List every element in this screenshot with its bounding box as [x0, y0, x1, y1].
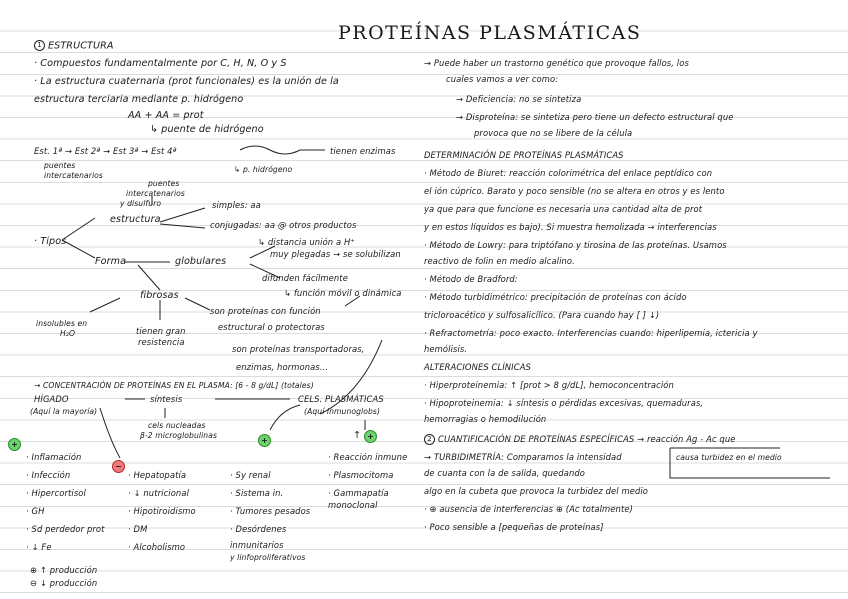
note-line: → Puede haber un trastorno genético que provoque fallos, los	[424, 58, 689, 68]
annotation: y disulfuro	[120, 199, 162, 208]
cause-item: · DM	[128, 524, 148, 534]
increase-arrow: ↑	[353, 430, 362, 441]
legend-decrease: ⊖ ↓ producción	[30, 578, 98, 588]
tree-note: ↳ función móvil o dinámica	[284, 288, 402, 298]
section-title: ESTRUCTURA	[48, 40, 114, 52]
tree-node: Forma	[95, 256, 127, 267]
structure-chain: Est. 1ª → Est 2ª → Est 3ª → Est 4ª	[34, 146, 177, 156]
cause-item: · Reacción inmune	[328, 452, 408, 462]
note-line: · Método de Lowry: para triptófano y tirosina de las proteínas. Usamos	[424, 240, 727, 250]
tree-root: · Tipos	[34, 236, 67, 247]
annotation: intercatenarios	[126, 189, 185, 198]
cause-item: · Alcoholismo	[128, 542, 186, 552]
section-title: CUANTIFICACIÓN DE PROTEÍNAS ESPECÍFICAS → reacción Ag - Ac que	[438, 434, 736, 444]
note-line: · Refractometría: poco exacto. Interferencias cuando: hiperlipemia, ictericia y	[424, 328, 758, 338]
section-number-badge: 2	[424, 434, 435, 445]
formula: AA + AA = prot	[128, 110, 204, 121]
note-line: · Método de Bradford:	[424, 274, 518, 284]
note-line: algo en la cubeta que provoca la turbidez del medio	[424, 486, 649, 496]
cause-item: · Hepatopatía	[128, 470, 187, 480]
note-line: cuales vamos a ver como:	[446, 74, 559, 84]
plus-marker: +	[364, 430, 377, 443]
section-2-heading	[424, 434, 735, 445]
tree-node: simples: aa	[212, 200, 261, 210]
subsection-heading: DETERMINACIÓN DE PROTEÍNAS PLASMÁTICAS	[424, 150, 624, 160]
cause-item: inmunitarios	[230, 540, 284, 550]
cause-item: · Desórdenes	[230, 524, 287, 534]
cause-item: y linfoproliferativos	[230, 553, 306, 562]
plus-marker: +	[258, 434, 271, 447]
note-line: reactivo de folin en medio alcalino.	[424, 256, 575, 266]
note-line: provoca que no se libere de la célula	[474, 128, 633, 138]
annotation: ↳ p. hidrógeno	[234, 165, 293, 174]
minus-marker: −	[112, 460, 125, 473]
subsection-heading: ALTERACIONES CLÍNICAS	[424, 362, 531, 372]
note-line: · Poco sensible a [pequeñas de proteínas]	[424, 522, 604, 532]
note-line: → Deficiencia: no se sintetiza	[456, 94, 582, 104]
tree-node: estructura	[110, 214, 161, 225]
structure-note: tienen enzimas	[330, 146, 396, 156]
cause-item: · Sy renal	[230, 470, 271, 480]
note-line: · Hipoproteinemia: ↓ síntesis o pérdidas excesivas, quemaduras,	[424, 398, 704, 408]
cause-item: · Sd perdedor prot	[26, 524, 105, 534]
note-line: · La estructura cuaternaria (prot funcionales) es la unión de la	[34, 76, 339, 87]
cause-item: · ↓ Fe	[26, 542, 52, 552]
note-line: el ión cúprico. Barato y poco sensible (no se altera en otros y es lento	[424, 186, 725, 196]
note-line: estructura terciaria mediante p. hidrógeno	[34, 94, 244, 105]
concentration-line: → CONCENTRACIÓN DE PROTEÍNAS EN EL PLASMA: [6 - 8 g/dL] (totales)	[34, 381, 314, 390]
tree-node: conjugadas: aa @ otros productos	[210, 220, 357, 230]
tree-node: globulares	[175, 256, 227, 267]
note-line: → Disproteína: se sintetiza pero tiene un defecto estructural que	[456, 112, 734, 122]
note-line: → TURBIDIMETRÍA: Comparamos la intensidad	[424, 452, 622, 462]
boxed-note: causa turbidez en el medio	[676, 453, 782, 462]
source-plasma-cells: CELS. PLASMÁTICAS	[298, 394, 384, 404]
note-line: · Compuestos fundamentalmente por C, H, N, O y S	[34, 58, 287, 69]
tree-note: estructural o protectoras	[218, 322, 325, 332]
cause-item: · Inflamación	[26, 452, 82, 462]
note-line: · Hiperproteinemia: ↑ [prot > 8 g/dL], hemoconcentración	[424, 380, 674, 390]
tree-note: ↳ distancia unión a H⁺	[258, 237, 355, 247]
note-line: tricloroacético y sulfosalicílico. (Para cuando hay [ ] ↓)	[424, 310, 660, 320]
note-line: · Método de Biuret: reacción colorimétrica del enlace peptídico con	[424, 168, 713, 178]
annotation: puentes	[148, 179, 180, 188]
tree-note: enzimas, hormonas...	[236, 362, 329, 372]
page-title: PROTEÍNAS PLASMÁTICAS	[338, 22, 642, 44]
cause-item: · Hipercortisol	[26, 488, 86, 498]
annotation: puentes	[44, 161, 76, 170]
note-line: hemorragias o hemodilución	[424, 414, 547, 424]
tree-note: tienen gran	[136, 326, 186, 336]
cause-item: · Hipotiroidismo	[128, 506, 196, 516]
note-line: y en estos líquidos es bajo). Si muestra hemolizada → interferencias	[424, 222, 717, 232]
tree-note: difunden fácilmente	[262, 273, 348, 283]
nucleated-cells-note: β-2 microglobulinas	[140, 431, 218, 440]
tree-node: fibrosas	[140, 290, 179, 301]
note-line: · ⊕ ausencia de interferencias ⊕ (Ac totalmente)	[424, 504, 633, 514]
legend-increase: ⊕ ↑ producción	[30, 565, 98, 575]
section-1-heading	[34, 40, 114, 52]
cause-item: monoclonal	[328, 500, 378, 510]
tree-note: insolubles en	[36, 319, 88, 328]
tree-note: H₂O	[60, 329, 76, 338]
section-number-badge: 1	[34, 40, 45, 51]
cause-item: · Plasmocitoma	[328, 470, 394, 480]
cause-item: · Infección	[26, 470, 71, 480]
cause-item: · GH	[26, 506, 45, 516]
source-liver: HÍGADO	[34, 394, 69, 404]
cause-item: · Gammapatía	[328, 488, 389, 498]
note-line: · Método turbidimétrico: precipitación de proteínas con ácido	[424, 292, 687, 302]
cause-item: · Sistema in.	[230, 488, 284, 498]
note-line: hemólisis.	[424, 344, 468, 354]
tree-note: son proteínas con función	[210, 306, 321, 316]
cause-item: · Tumores pesados	[230, 506, 311, 516]
annotation: intercatenarios	[44, 171, 103, 180]
tree-note: resistencia	[138, 337, 185, 347]
plus-marker: +	[8, 438, 21, 451]
synthesis-label: síntesis	[150, 394, 183, 404]
nucleated-cells: cels nucleadas	[148, 421, 206, 430]
note-line: de cuanta con la de salida, quedando	[424, 468, 586, 478]
cause-item: · ↓ nutricional	[128, 488, 189, 498]
tree-note: son proteínas transportadoras,	[232, 344, 365, 354]
source-plasma-cells-note: (Aquí inmunoglobs)	[304, 407, 381, 416]
tree-note: muy plegadas → se solubilizan	[270, 249, 401, 259]
source-liver-note: (Aquí la mayoría)	[30, 407, 98, 416]
formula-note: ↳ puente de hidrógeno	[150, 124, 264, 135]
note-line: ya que para que funcione es necesaria una cantidad alta de prot	[424, 204, 703, 214]
